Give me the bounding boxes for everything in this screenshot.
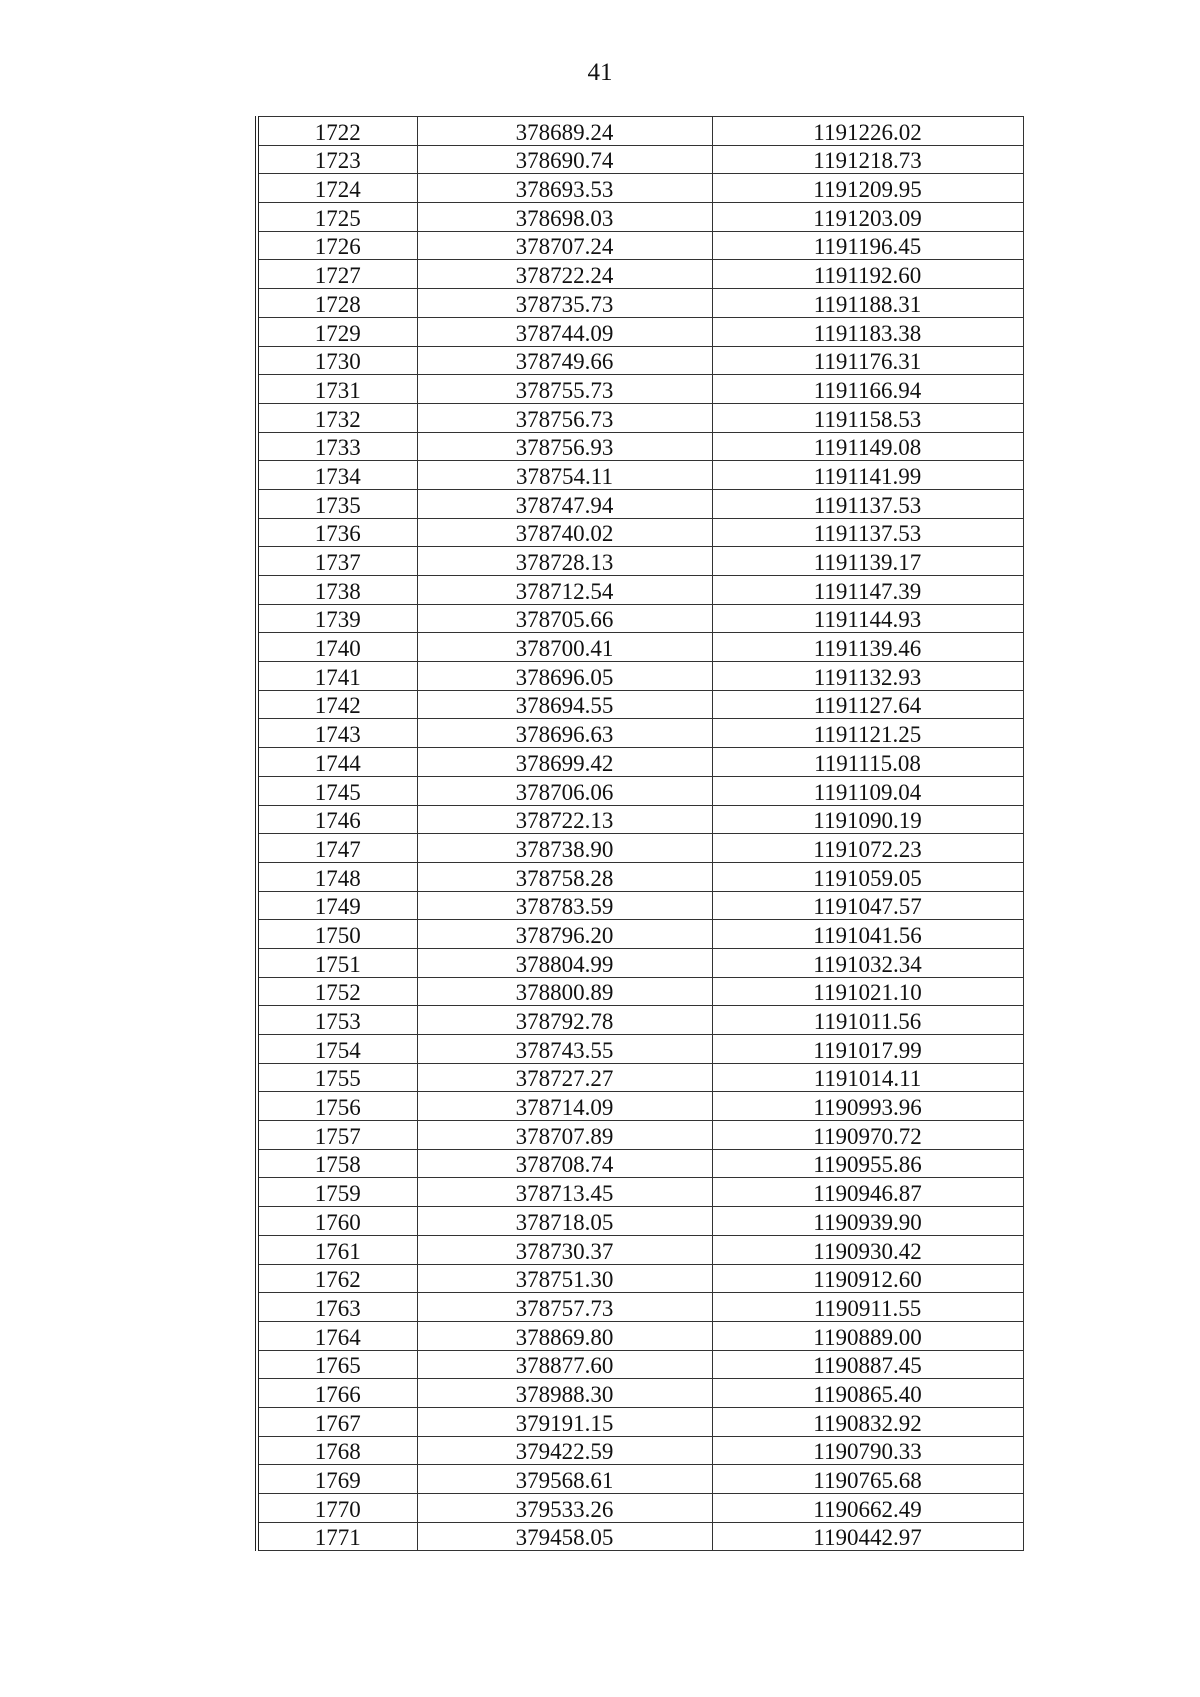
point-number-cell: 1734 — [257, 461, 417, 490]
y-coordinate-cell: 1191192.60 — [712, 260, 1023, 289]
x-coordinate-cell: 378738.90 — [417, 834, 712, 863]
point-number-cell: 1757 — [257, 1121, 417, 1150]
table-row — [257, 776, 1023, 805]
y-coordinate-cell: 1191072.23 — [712, 834, 1023, 863]
x-coordinate-cell: 378712.54 — [417, 576, 712, 605]
table-row — [257, 1121, 1023, 1150]
y-coordinate-cell: 1191090.19 — [712, 805, 1023, 834]
table-row — [257, 1149, 1023, 1178]
table-row — [257, 1035, 1023, 1064]
point-number-cell: 1759 — [257, 1178, 417, 1207]
table-row — [257, 1379, 1023, 1408]
table-row — [257, 1264, 1023, 1293]
x-coordinate-cell: 378693.53 — [417, 174, 712, 203]
y-coordinate-cell: 1191021.10 — [712, 977, 1023, 1006]
y-coordinate-cell: 1190442.97 — [712, 1522, 1023, 1551]
x-coordinate-cell: 378694.55 — [417, 690, 712, 719]
point-number-cell: 1766 — [257, 1379, 417, 1408]
point-number-cell: 1752 — [257, 977, 417, 1006]
point-number-cell: 1732 — [257, 403, 417, 432]
point-number-cell: 1744 — [257, 748, 417, 777]
y-coordinate-cell: 1190946.87 — [712, 1178, 1023, 1207]
y-coordinate-cell: 1191147.39 — [712, 576, 1023, 605]
table-row — [257, 834, 1023, 863]
point-number-cell: 1739 — [257, 604, 417, 633]
x-coordinate-cell: 378698.03 — [417, 203, 712, 232]
x-coordinate-cell: 378877.60 — [417, 1350, 712, 1379]
y-coordinate-cell: 1190765.68 — [712, 1465, 1023, 1494]
point-number-cell: 1768 — [257, 1436, 417, 1465]
x-coordinate-cell: 379422.59 — [417, 1436, 712, 1465]
x-coordinate-cell: 378728.13 — [417, 547, 712, 576]
y-coordinate-cell: 1190790.33 — [712, 1436, 1023, 1465]
x-coordinate-cell: 378800.89 — [417, 977, 712, 1006]
y-coordinate-cell: 1191014.11 — [712, 1063, 1023, 1092]
x-coordinate-cell: 378707.24 — [417, 231, 712, 260]
x-coordinate-cell: 378707.89 — [417, 1121, 712, 1150]
x-coordinate-cell: 378696.63 — [417, 719, 712, 748]
point-number-cell: 1761 — [257, 1235, 417, 1264]
x-coordinate-cell: 378740.02 — [417, 518, 712, 547]
x-coordinate-cell: 378755.73 — [417, 375, 712, 404]
table-row — [257, 489, 1023, 518]
y-coordinate-cell: 1191109.04 — [712, 776, 1023, 805]
x-coordinate-cell: 378696.05 — [417, 662, 712, 691]
point-number-cell: 1743 — [257, 719, 417, 748]
table-row — [257, 662, 1023, 691]
table-row — [257, 1207, 1023, 1236]
point-number-cell: 1756 — [257, 1092, 417, 1121]
y-coordinate-cell: 1190889.00 — [712, 1321, 1023, 1350]
table-row — [257, 1293, 1023, 1322]
table-row — [257, 547, 1023, 576]
y-coordinate-cell: 1191158.53 — [712, 403, 1023, 432]
x-coordinate-cell: 378783.59 — [417, 891, 712, 920]
point-number-cell: 1733 — [257, 432, 417, 461]
x-coordinate-cell: 378708.74 — [417, 1149, 712, 1178]
table-row — [257, 1006, 1023, 1035]
y-coordinate-cell: 1191188.31 — [712, 289, 1023, 318]
point-number-cell: 1724 — [257, 174, 417, 203]
x-coordinate-cell: 378792.78 — [417, 1006, 712, 1035]
x-coordinate-cell: 378756.93 — [417, 432, 712, 461]
table-row — [257, 1494, 1023, 1523]
point-number-cell: 1765 — [257, 1350, 417, 1379]
point-number-cell: 1758 — [257, 1149, 417, 1178]
y-coordinate-cell: 1191137.53 — [712, 518, 1023, 547]
x-coordinate-cell: 378744.09 — [417, 317, 712, 346]
x-coordinate-cell: 378749.66 — [417, 346, 712, 375]
table-row — [257, 1321, 1023, 1350]
x-coordinate-cell: 378756.73 — [417, 403, 712, 432]
point-number-cell: 1741 — [257, 662, 417, 691]
y-coordinate-cell: 1191203.09 — [712, 203, 1023, 232]
page-number: 41 — [587, 59, 613, 86]
y-coordinate-cell: 1191137.53 — [712, 489, 1023, 518]
point-number-cell: 1742 — [257, 690, 417, 719]
y-coordinate-cell: 1191226.02 — [712, 117, 1023, 146]
table-row — [257, 203, 1023, 232]
point-number-cell: 1771 — [257, 1522, 417, 1551]
y-coordinate-cell: 1190993.96 — [712, 1092, 1023, 1121]
y-coordinate-cell: 1191059.05 — [712, 862, 1023, 891]
table-row — [257, 1092, 1023, 1121]
y-coordinate-cell: 1190662.49 — [712, 1494, 1023, 1523]
point-number-cell: 1754 — [257, 1035, 417, 1064]
x-coordinate-cell: 378869.80 — [417, 1321, 712, 1350]
y-coordinate-cell: 1191017.99 — [712, 1035, 1023, 1064]
x-coordinate-cell: 378713.45 — [417, 1178, 712, 1207]
point-number-cell: 1736 — [257, 518, 417, 547]
point-number-cell: 1753 — [257, 1006, 417, 1035]
table-row — [257, 145, 1023, 174]
y-coordinate-cell: 1191115.08 — [712, 748, 1023, 777]
table-row — [257, 1465, 1023, 1494]
table-row — [257, 1063, 1023, 1092]
table-row — [257, 289, 1023, 318]
table-row — [257, 805, 1023, 834]
x-coordinate-cell: 378743.55 — [417, 1035, 712, 1064]
x-coordinate-cell: 378796.20 — [417, 920, 712, 949]
y-coordinate-cell: 1191196.45 — [712, 231, 1023, 260]
y-coordinate-cell: 1190832.92 — [712, 1407, 1023, 1436]
point-number-cell: 1762 — [257, 1264, 417, 1293]
point-number-cell: 1726 — [257, 231, 417, 260]
table-row — [257, 604, 1023, 633]
x-coordinate-cell: 378735.73 — [417, 289, 712, 318]
table-row — [257, 719, 1023, 748]
x-coordinate-cell: 378718.05 — [417, 1207, 712, 1236]
y-coordinate-cell: 1191209.95 — [712, 174, 1023, 203]
y-coordinate-cell: 1191139.17 — [712, 547, 1023, 576]
point-number-cell: 1745 — [257, 776, 417, 805]
point-number-cell: 1731 — [257, 375, 417, 404]
x-coordinate-cell: 378757.73 — [417, 1293, 712, 1322]
y-coordinate-cell: 1191032.34 — [712, 948, 1023, 977]
y-coordinate-cell: 1191011.56 — [712, 1006, 1023, 1035]
point-number-cell: 1767 — [257, 1407, 417, 1436]
point-number-cell: 1749 — [257, 891, 417, 920]
y-coordinate-cell: 1191141.99 — [712, 461, 1023, 490]
point-number-cell: 1769 — [257, 1465, 417, 1494]
table-row — [257, 1522, 1023, 1551]
point-number-cell: 1729 — [257, 317, 417, 346]
point-number-cell: 1740 — [257, 633, 417, 662]
y-coordinate-cell: 1191132.93 — [712, 662, 1023, 691]
y-coordinate-cell: 1191149.08 — [712, 432, 1023, 461]
table-row — [257, 1235, 1023, 1264]
table-row — [257, 260, 1023, 289]
y-coordinate-cell: 1191218.73 — [712, 145, 1023, 174]
table-row — [257, 1407, 1023, 1436]
coordinates-table-body — [257, 117, 1023, 1551]
table-row — [257, 403, 1023, 432]
y-coordinate-cell: 1190887.45 — [712, 1350, 1023, 1379]
y-coordinate-cell: 1191041.56 — [712, 920, 1023, 949]
x-coordinate-cell: 378689.24 — [417, 117, 712, 146]
x-coordinate-cell: 378706.06 — [417, 776, 712, 805]
point-number-cell: 1735 — [257, 489, 417, 518]
x-coordinate-cell: 378804.99 — [417, 948, 712, 977]
y-coordinate-cell: 1190911.55 — [712, 1293, 1023, 1322]
y-coordinate-cell: 1190955.86 — [712, 1149, 1023, 1178]
table-row — [257, 920, 1023, 949]
table-row — [257, 977, 1023, 1006]
point-number-cell: 1746 — [257, 805, 417, 834]
x-coordinate-cell: 379533.26 — [417, 1494, 712, 1523]
y-coordinate-cell: 1191047.57 — [712, 891, 1023, 920]
point-number-cell: 1764 — [257, 1321, 417, 1350]
table-row — [257, 576, 1023, 605]
table-row — [257, 862, 1023, 891]
x-coordinate-cell: 378722.13 — [417, 805, 712, 834]
x-coordinate-cell: 378690.74 — [417, 145, 712, 174]
coordinates-table — [255, 116, 1024, 1551]
point-number-cell: 1730 — [257, 346, 417, 375]
x-coordinate-cell: 378730.37 — [417, 1235, 712, 1264]
y-coordinate-cell: 1191166.94 — [712, 375, 1023, 404]
x-coordinate-cell: 379191.15 — [417, 1407, 712, 1436]
y-coordinate-cell: 1190970.72 — [712, 1121, 1023, 1150]
x-coordinate-cell: 378705.66 — [417, 604, 712, 633]
x-coordinate-cell: 378722.24 — [417, 260, 712, 289]
point-number-cell: 1750 — [257, 920, 417, 949]
x-coordinate-cell: 378758.28 — [417, 862, 712, 891]
point-number-cell: 1737 — [257, 547, 417, 576]
y-coordinate-cell: 1191176.31 — [712, 346, 1023, 375]
y-coordinate-cell: 1190930.42 — [712, 1235, 1023, 1264]
point-number-cell: 1727 — [257, 260, 417, 289]
point-number-cell: 1748 — [257, 862, 417, 891]
y-coordinate-cell: 1190939.90 — [712, 1207, 1023, 1236]
point-number-cell: 1728 — [257, 289, 417, 318]
y-coordinate-cell: 1191144.93 — [712, 604, 1023, 633]
table-row — [257, 948, 1023, 977]
x-coordinate-cell: 378754.11 — [417, 461, 712, 490]
table-row — [257, 346, 1023, 375]
point-number-cell: 1770 — [257, 1494, 417, 1523]
point-number-cell: 1755 — [257, 1063, 417, 1092]
table-row — [257, 432, 1023, 461]
y-coordinate-cell: 1191139.46 — [712, 633, 1023, 662]
table-row — [257, 690, 1023, 719]
x-coordinate-cell: 378700.41 — [417, 633, 712, 662]
table-row — [257, 891, 1023, 920]
y-coordinate-cell: 1190912.60 — [712, 1264, 1023, 1293]
table-row — [257, 461, 1023, 490]
x-coordinate-cell: 378751.30 — [417, 1264, 712, 1293]
point-number-cell: 1751 — [257, 948, 417, 977]
table-row — [257, 375, 1023, 404]
table-row — [257, 117, 1023, 146]
x-coordinate-cell: 379568.61 — [417, 1465, 712, 1494]
table-row — [257, 633, 1023, 662]
x-coordinate-cell: 378699.42 — [417, 748, 712, 777]
table-row — [257, 1436, 1023, 1465]
table-row — [257, 1350, 1023, 1379]
point-number-cell: 1725 — [257, 203, 417, 232]
point-number-cell: 1738 — [257, 576, 417, 605]
table-row — [257, 174, 1023, 203]
table-row — [257, 231, 1023, 260]
x-coordinate-cell: 378747.94 — [417, 489, 712, 518]
table-row — [257, 317, 1023, 346]
table-row — [257, 748, 1023, 777]
y-coordinate-cell: 1191127.64 — [712, 690, 1023, 719]
x-coordinate-cell: 378714.09 — [417, 1092, 712, 1121]
x-coordinate-cell: 379458.05 — [417, 1522, 712, 1551]
y-coordinate-cell: 1191183.38 — [712, 317, 1023, 346]
y-coordinate-cell: 1191121.25 — [712, 719, 1023, 748]
table-row — [257, 1178, 1023, 1207]
x-coordinate-cell: 378988.30 — [417, 1379, 712, 1408]
point-number-cell: 1763 — [257, 1293, 417, 1322]
point-number-cell: 1747 — [257, 834, 417, 863]
y-coordinate-cell: 1190865.40 — [712, 1379, 1023, 1408]
point-number-cell: 1723 — [257, 145, 417, 174]
x-coordinate-cell: 378727.27 — [417, 1063, 712, 1092]
point-number-cell: 1760 — [257, 1207, 417, 1236]
point-number-cell: 1722 — [257, 117, 417, 146]
table-row — [257, 518, 1023, 547]
